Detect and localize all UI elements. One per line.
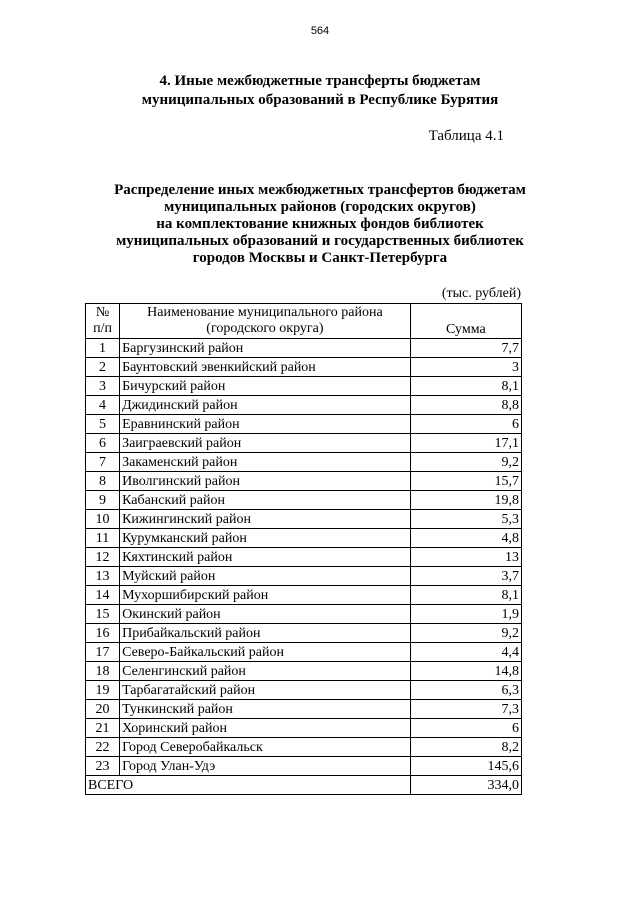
table-row	[86, 510, 522, 529]
distribution-title-line: муниципальных образований и государственных библиотек	[116, 233, 524, 249]
row-sum: 4,8	[410, 529, 521, 548]
row-name: Муйский район	[120, 567, 411, 586]
row-number: 11	[86, 529, 120, 548]
total-label: ВСЕГО	[86, 776, 411, 795]
row-name: Кижингинский район	[120, 510, 411, 529]
row-name: Город Улан-Удэ	[120, 757, 411, 776]
table-row	[86, 339, 522, 358]
row-number: 21	[86, 719, 120, 738]
row-number: 2	[86, 358, 120, 377]
table-row	[86, 548, 522, 567]
distribution-title-line: муниципальных районов (городских округов)	[164, 199, 476, 215]
row-number: 19	[86, 681, 120, 700]
table-row	[86, 358, 522, 377]
header-number	[86, 304, 120, 339]
row-name: Курумканский район	[120, 529, 411, 548]
row-sum: 17,1	[410, 434, 521, 453]
row-sum: 8,2	[410, 738, 521, 757]
row-sum: 6	[410, 415, 521, 434]
row-number: 10	[86, 510, 120, 529]
table-row	[86, 567, 522, 586]
row-sum: 6,3	[410, 681, 521, 700]
header-name	[120, 304, 411, 339]
row-name: Кяхтинский район	[120, 548, 411, 567]
row-sum: 4,4	[410, 643, 521, 662]
row-sum: 14,8	[410, 662, 521, 681]
row-number: 13	[86, 567, 120, 586]
row-number: 4	[86, 396, 120, 415]
header-number-line: п/п	[93, 321, 112, 336]
row-name: Баргузинский район	[120, 339, 411, 358]
row-sum: 8,1	[410, 586, 521, 605]
row-name: Окинский район	[120, 605, 411, 624]
row-number: 3	[86, 377, 120, 396]
table-row	[86, 605, 522, 624]
distribution-title-line: на комплектование книжных фондов библиотек	[156, 216, 484, 232]
row-number: 9	[86, 491, 120, 510]
row-sum: 13	[410, 548, 521, 567]
row-sum: 9,2	[410, 453, 521, 472]
row-number: 18	[86, 662, 120, 681]
table-row	[86, 738, 522, 757]
units-label: (тыс. рублей)	[441, 286, 521, 301]
header-number-line: №	[95, 305, 110, 320]
table-row	[86, 415, 522, 434]
row-number: 22	[86, 738, 120, 757]
row-number: 1	[86, 339, 120, 358]
row-name: Иволгинский район	[120, 472, 411, 491]
row-name: Мухоршибирский район	[120, 586, 411, 605]
row-number: 8	[86, 472, 120, 491]
row-name: Тарбагатайский район	[120, 681, 411, 700]
table-row	[86, 472, 522, 491]
row-sum: 15,7	[410, 472, 521, 491]
row-sum: 8,8	[410, 396, 521, 415]
row-name: Джидинский район	[120, 396, 411, 415]
table-row	[86, 681, 522, 700]
row-number: 17	[86, 643, 120, 662]
distribution-title	[50, 182, 590, 267]
table-row	[86, 453, 522, 472]
table-row	[86, 643, 522, 662]
row-sum: 145,6	[410, 757, 521, 776]
row-name: Хоринский район	[120, 719, 411, 738]
row-number: 12	[86, 548, 120, 567]
row-number: 7	[86, 453, 120, 472]
row-sum: 5,3	[410, 510, 521, 529]
row-number: 14	[86, 586, 120, 605]
table-label: Таблица 4.1	[428, 128, 504, 144]
row-sum: 3	[410, 358, 521, 377]
distribution-title-line: Распределение иных межбюджетных трансфертов бюджетам	[114, 182, 526, 198]
table-row	[86, 662, 522, 681]
total-row	[86, 776, 522, 795]
row-sum: 1,9	[410, 605, 521, 624]
row-name: Закаменский район	[120, 453, 411, 472]
row-sum: 7,3	[410, 700, 521, 719]
table-row	[86, 700, 522, 719]
table-row	[86, 586, 522, 605]
row-number: 5	[86, 415, 120, 434]
row-name: Бичурский район	[120, 377, 411, 396]
row-sum: 19,8	[410, 491, 521, 510]
table-row	[86, 624, 522, 643]
row-number: 15	[86, 605, 120, 624]
section-title-line: муниципальных образований в Республике Бурятия	[141, 92, 499, 108]
row-sum: 8,1	[410, 377, 521, 396]
row-name: Баунтовский эвенкийский район	[120, 358, 411, 377]
total-sum: 334,0	[410, 776, 521, 795]
row-number: 20	[86, 700, 120, 719]
header-sum: Сумма	[410, 304, 521, 339]
row-number: 16	[86, 624, 120, 643]
row-sum: 3,7	[410, 567, 521, 586]
row-sum: 9,2	[410, 624, 521, 643]
row-sum: 6	[410, 719, 521, 738]
table-row	[86, 757, 522, 776]
transfers-table	[85, 303, 522, 795]
section-title-line: 4. Иные межбюджетные трансферты бюджетам	[159, 73, 481, 89]
row-name: Тункинский район	[120, 700, 411, 719]
table-header-row	[86, 304, 522, 339]
row-name: Еравнинский район	[120, 415, 411, 434]
table-row	[86, 529, 522, 548]
row-name: Северо-Байкальский район	[120, 643, 411, 662]
row-name: Прибайкальский район	[120, 624, 411, 643]
page-number: 564	[310, 25, 330, 37]
table-body	[86, 304, 522, 795]
section-title	[60, 72, 580, 110]
table-row	[86, 434, 522, 453]
header-name-line: (городского округа)	[206, 321, 324, 336]
row-name: Селенгинский район	[120, 662, 411, 681]
row-name: Заиграевский район	[120, 434, 411, 453]
row-name: Кабанский район	[120, 491, 411, 510]
table-row	[86, 491, 522, 510]
row-number: 23	[86, 757, 120, 776]
table-row	[86, 396, 522, 415]
header-name-line: Наименование муниципального района	[147, 305, 383, 320]
table-row	[86, 719, 522, 738]
row-name: Город Северобайкальск	[120, 738, 411, 757]
row-sum: 7,7	[410, 339, 521, 358]
table-row	[86, 377, 522, 396]
distribution-title-line: городов Москвы и Санкт-Петербурга	[192, 250, 448, 266]
row-number: 6	[86, 434, 120, 453]
